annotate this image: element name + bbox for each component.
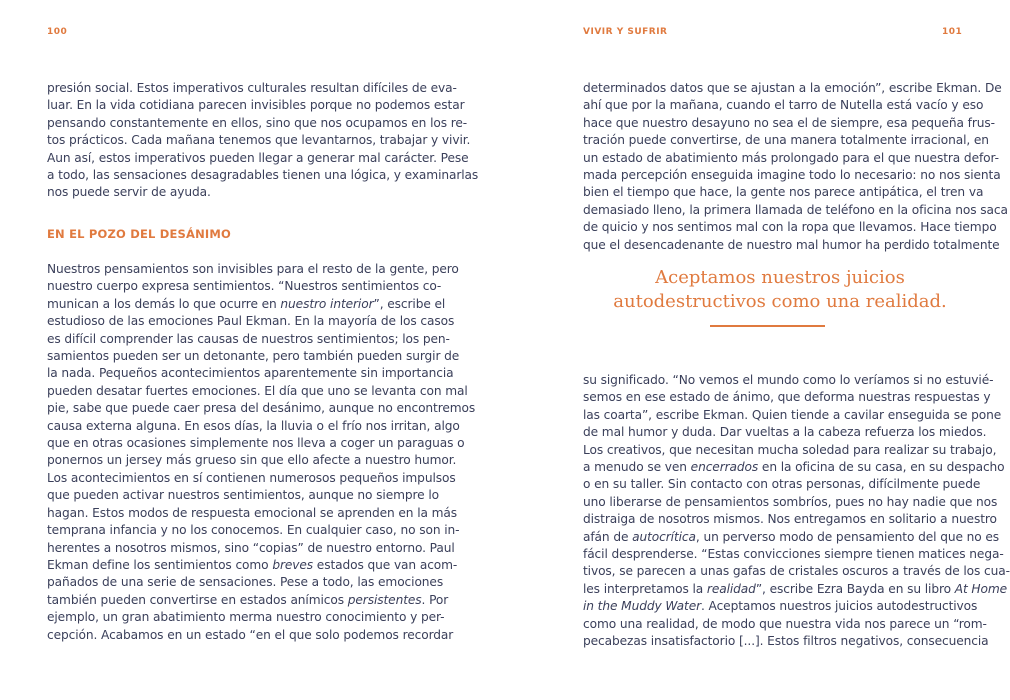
text-line: Aun así, estos imperativos pueden llegar a generar mal carácter. Pese (47, 150, 469, 165)
text-line: Los acontecimientos en sí contienen numerosos pequeños impulsos (47, 470, 456, 485)
text-line: ahí que por la mañana, cuando el tarro de Nutella está vacío y eso (583, 98, 984, 113)
text-line: nuestro cuerpo expresa sentimientos. “Nuestros sentimientos co- (47, 279, 442, 294)
italic-term: realidad (706, 581, 756, 596)
left-page (0, 0, 500, 700)
text-line: hagan. Estos modos de respuesta emocional se aprenden en la más (47, 505, 458, 520)
text-line: demasiado lleno, la primera llamada de teléfono en la oficina nos saca (583, 202, 1008, 217)
right-paragraph-1 (583, 80, 1008, 254)
text-line: también pueden convertirse en estados anímicos persistentes. Por (47, 592, 449, 607)
text-line: les interpretamos la realidad”, escribe Ezra Bayda en su libro At Home (583, 581, 1008, 596)
text-line: pueden desatar fuertes emociones. El día que uno se levanta con mal (47, 383, 468, 398)
text-line: o en su taller. Sin contacto con otras personas, difícilmente puede (583, 477, 981, 492)
text-line: presión social. Estos imperativos culturales resultan difíciles de eva- (47, 81, 457, 95)
text-line: determinados datos que se ajustan a la emoción”, escribe Ekman. De (583, 81, 1002, 95)
left-paragraph-1 (47, 80, 478, 202)
text-line: distraiga de nosotros mismos. Nos entregamos en solitario a nuestro (583, 512, 997, 527)
text-line: bien el tiempo que hace, la gente nos parece antipática, el tren va (583, 185, 984, 200)
text-line: causa externa alguna. En esos días, la lluvia o el frío nos irritan, algo (47, 418, 460, 433)
text-line: estudioso de las emociones Paul Ekman. En la mayoría de los casos (47, 314, 455, 329)
page-number-right: 101 (942, 27, 963, 37)
text-line: pañados de una serie de sensaciones. Pese a todo, las emociones (47, 575, 444, 590)
book-title: At Home (954, 581, 1008, 596)
pull-quote-line: autodestructivos como una realidad. (613, 291, 947, 312)
text-line: de mal humor y duda. Dar vueltas a la cabeza refuerza los miedos. (583, 425, 987, 440)
text-line: que pueden activar nuestros sentimientos, aunque no siempre lo (47, 488, 439, 503)
pull-quote-line: Aceptamos nuestros juicios (655, 267, 905, 288)
text-line: ponernos un jersey más grueso sin que ello afecte a nuestro humor. (47, 453, 457, 468)
text-line: de quicio y nos sentimos mal con la ropa que llevamos. Hace tiempo (583, 220, 997, 235)
text-line: munican a los demás lo que ocurre en nuestro interior”, escribe el (47, 296, 446, 311)
text-line: samientos pueden ser un detonante, pero también pueden surgir de (47, 349, 460, 364)
text-line: cepción. Acabamos en un estado “en el que solo podemos recordar (47, 627, 454, 642)
text-line: que el desencadenante de nuestro mal humor ha perdido totalmente (583, 237, 1000, 252)
text-line: luar. En la vida cotidiana parecen invisibles porque no podemos estar (47, 98, 465, 113)
text-line: a menudo se ven encerrados en la oficina de su casa, en su despacho (583, 460, 1005, 475)
text-line: temprana infancia y no los conocemos. En cualquier caso, no son in- (47, 523, 460, 538)
text-line: herentes a nosotros mismos, sino “copias” de nuestro entorno. Paul (47, 540, 455, 555)
text-line: que en otras ocasiones simplemente nos lleva a coger un paraguas o (47, 436, 465, 451)
text-line: es difícil comprender las causas de nuestros sentimientos; los pen- (47, 331, 450, 346)
text-line: ejemplo, un gran abatimiento merma nuestro conocimiento y per- (47, 610, 445, 625)
text-line: Los creativos, que necesitan mucha soledad para realizar su trabajo, (583, 442, 997, 457)
pull-quote (580, 266, 980, 314)
italic-term: autocrítica (632, 529, 696, 544)
book-title: in the Muddy Water (583, 599, 701, 614)
text-line: tos prácticos. Cada mañana tenemos que levantarnos, trabajar y vivir. (47, 133, 471, 148)
text-line: las coarta”, escribe Ekman. Quien tiende a cavilar enseguida se pone (583, 407, 1002, 422)
text-line: in the Muddy Water. Aceptamos nuestros juicios autodestructivos (583, 599, 978, 614)
italic-term: persistentes (347, 592, 422, 607)
text-line: Ekman define los sentimientos como breves estados que van acom- (47, 557, 458, 572)
text-line: a todo, las sensaciones desagradables tienen una lógica, y examinarlas (47, 168, 479, 183)
italic-term: nuestro interior (280, 296, 374, 311)
text-line: la nada. Pequeños acontecimientos aparentemente sin importancia (47, 366, 454, 381)
section-heading: EN EL POZO DEL DESÁNIMO (47, 227, 232, 241)
right-paragraph-2 (583, 372, 1010, 651)
running-head: VIVIR Y SUFRIR (583, 27, 668, 37)
page-number-left: 100 (47, 27, 68, 37)
text-line: un estado de abatimiento más prolongado para el que nuestra defor- (583, 150, 999, 165)
italic-term: breves (272, 557, 314, 572)
text-line: uno liberarse de pensamientos sombríos, pues no hay nadie que nos (583, 494, 998, 509)
italic-term: encerrados (690, 460, 759, 475)
text-line: mada percepción enseguida imagine todo lo necesario: no nos sienta (583, 168, 1001, 183)
text-line: su significado. “No vemos el mundo como lo veríamos si no estuvié- (583, 373, 994, 387)
right-page (500, 0, 1010, 700)
text-line: Nuestros pensamientos son invisibles para el resto de la gente, pero (47, 262, 459, 276)
text-line: pecabezas insatisfactorio [...]. Estos filtros negativos, consecuencia (583, 634, 989, 649)
text-line: hace que nuestro desayuno no sea el de siempre, esa pequeña frus- (583, 115, 995, 130)
left-paragraph-2 (47, 261, 475, 644)
text-line: pensando constantemente en ellos, sino que nos ocupamos en los re- (47, 115, 468, 130)
text-line: como una realidad, de modo que nuestra vida nos parece un “rom- (583, 616, 987, 631)
text-line: afán de autocrítica, un perverso modo de pensamiento del que no es (583, 529, 1000, 544)
text-line: pie, sabe que puede caer presa del desánimo, aunque no encontremos (47, 401, 476, 416)
text-line: semos en ese estado de ánimo, que deforma nuestras respuestas y (583, 390, 991, 405)
pull-quote-divider (710, 325, 825, 327)
text-line: tivos, se parecen a unas gafas de cristales oscuros a través de los cua- (583, 564, 1010, 579)
text-line: fácil desprenderse. “Estas convicciones siempre tienen matices nega- (583, 547, 1004, 562)
text-line: nos puede servir de ayuda. (47, 185, 211, 200)
text-line: tración puede convertirse, de una manera totalmente irracional, en (583, 133, 989, 148)
